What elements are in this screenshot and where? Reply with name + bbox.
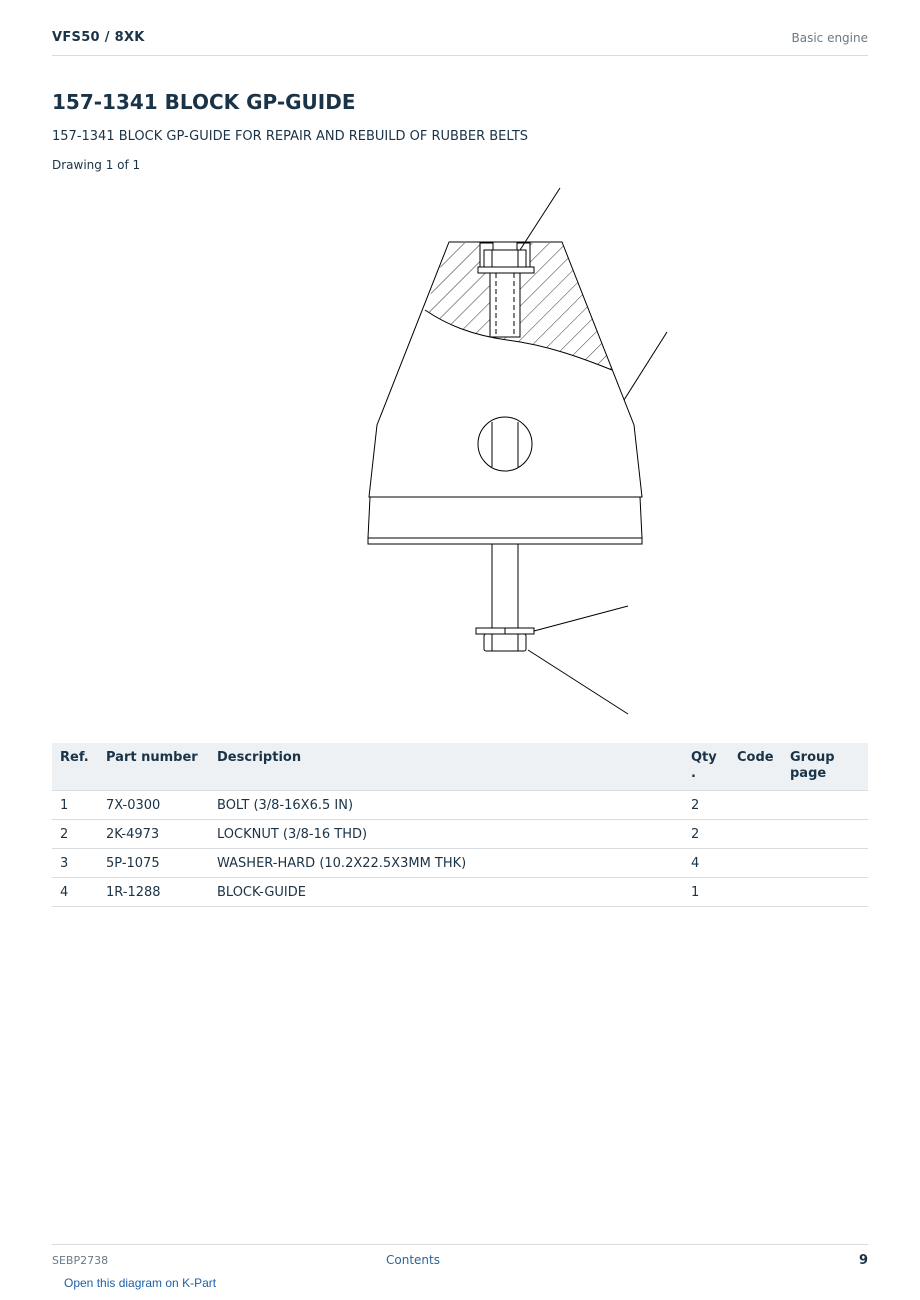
section-label: Basic engine	[791, 31, 868, 45]
cell-group-page	[782, 878, 868, 907]
table-row	[52, 820, 868, 849]
col-ref: Ref.	[52, 743, 98, 791]
cell-group-page	[782, 849, 868, 878]
cell-ref: 3	[52, 849, 98, 878]
cell-description: WASHER-HARD (10.2X22.5X3MM THK)	[209, 849, 683, 878]
cell-code	[729, 791, 782, 820]
contents-link[interactable]: Contents	[386, 1253, 440, 1267]
page-header	[52, 28, 868, 56]
page-footer	[52, 1244, 868, 1274]
table-row	[52, 849, 868, 878]
cell-description: LOCKNUT (3/8-16 THD)	[209, 820, 683, 849]
table-row	[52, 878, 868, 907]
cell-part-number: 1R-1288	[98, 878, 209, 907]
cell-code	[729, 878, 782, 907]
cell-part-number: 2K-4973	[98, 820, 209, 849]
col-part-number: Part number	[98, 743, 209, 791]
cell-description: BOLT (3/8-16X6.5 IN)	[209, 791, 683, 820]
cell-part-number: 7X-0300	[98, 791, 209, 820]
col-group-page: Group page	[782, 743, 868, 791]
parts-diagram	[52, 180, 868, 725]
cell-part-number: 5P-1075	[98, 849, 209, 878]
col-qty: Qty .	[683, 743, 729, 791]
page-number: 9	[858, 1253, 868, 1268]
table-header-row	[52, 743, 868, 791]
cell-qty: 2	[683, 820, 729, 849]
col-code: Code	[729, 743, 782, 791]
cell-qty: 1	[683, 878, 729, 907]
table-row	[52, 791, 868, 820]
page-subtitle: 157-1341 BLOCK GP-GUIDE FOR REPAIR AND REBUILD OF RUBBER BELTS	[52, 129, 529, 144]
block-guide-drawing	[368, 188, 667, 714]
cell-group-page	[782, 791, 868, 820]
page-title: 157-1341 BLOCK GP-GUIDE	[52, 90, 356, 114]
cell-description: BLOCK-GUIDE	[209, 878, 683, 907]
cell-code	[729, 820, 782, 849]
parts-table	[52, 743, 868, 907]
cell-qty: 2	[683, 791, 729, 820]
document-number: SEBP2738	[52, 1254, 109, 1267]
kpart-link[interactable]: Open this diagram on K-Part	[64, 1276, 217, 1290]
cell-qty: 4	[683, 849, 729, 878]
model-label: VFS50 / 8XK	[52, 30, 145, 45]
cell-ref: 4	[52, 878, 98, 907]
cell-ref: 1	[52, 791, 98, 820]
cell-group-page	[782, 820, 868, 849]
cell-code	[729, 849, 782, 878]
cell-ref: 2	[52, 820, 98, 849]
col-description: Description	[209, 743, 683, 791]
drawing-count: Drawing 1 of 1	[52, 158, 141, 172]
